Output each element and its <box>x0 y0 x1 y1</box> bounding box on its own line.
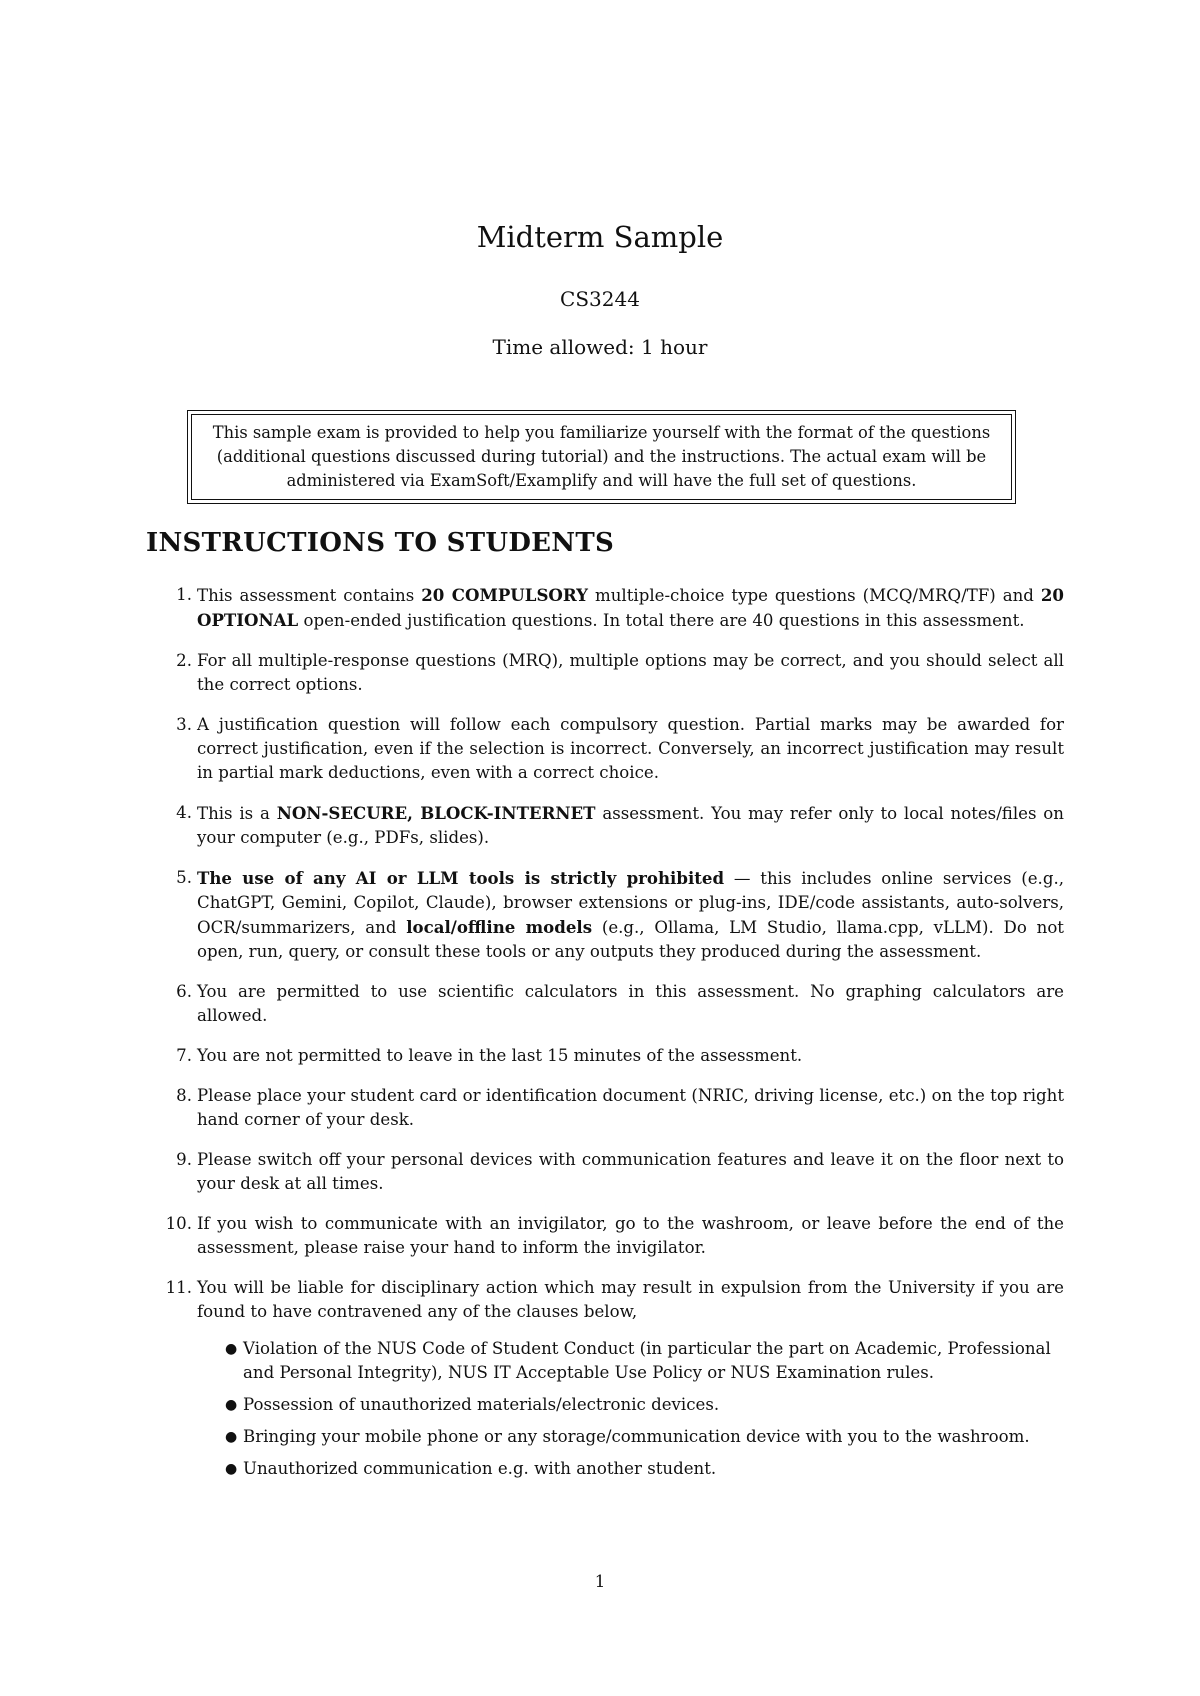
item-text: You will be liable for disciplinary action which may result in expulsion from the University if you are found to have contravened any of the clauses below, <box>197 1278 1064 1321</box>
item-text: For all multiple-response questions (MRQ), multiple options may be correct, and you should select all the correct options. <box>197 651 1064 694</box>
item-text: A justification question will follow each compulsory question. Partial marks may be awarded for correct justification, even if the selection is incorrect. Conversely, an incorrect justification may result in partial mark deductions, even with a correct choice. <box>197 715 1064 782</box>
item-number: 4. <box>176 803 192 822</box>
item-emphasis: 20 COMPULSORY <box>421 585 589 605</box>
item-emphasis: 20 OPTIONAL <box>197 585 1064 630</box>
clause-item <box>197 1425 1064 1449</box>
list-item <box>146 866 1064 964</box>
list-item <box>146 980 1064 1028</box>
item-text: — this includes online services (e.g., ChatGPT, Gemini, Copilot, Claude), browser extensions or plug-ins, IDE/code assistants, auto-solvers, OCR/summarizers, and <box>197 869 1064 937</box>
item-text: open-ended justification questions. In total there are 40 questions in this assessment. <box>298 611 1025 630</box>
page-number: 1 <box>594 1572 606 1591</box>
list-item <box>146 583 1064 633</box>
item-number: 7. <box>176 1046 192 1065</box>
list-item <box>146 1084 1064 1132</box>
bullet-icon: ● <box>225 1341 238 1357</box>
item-text: (e.g., Ollama, LM Studio, llama.cpp, vLLM). Do not open, run, query, or consult these tools or any outputs they produced during the assessment. <box>197 918 1064 961</box>
notice-box <box>187 410 1016 504</box>
clause-text: Possession of unauthorized materials/electronic devices. <box>243 1395 720 1414</box>
item-number: 2. <box>176 651 192 670</box>
item-number: 11. <box>165 1278 192 1297</box>
clause-text: Unauthorized communication e.g. with another student. <box>243 1459 717 1478</box>
item-number: 1. <box>176 585 192 604</box>
item-number: 8. <box>176 1086 192 1105</box>
list-item <box>146 801 1064 850</box>
notice-text: This sample exam is provided to help you familiarize yourself with the format of the questions (additional questions discussed during tutorial) and the instructions. The actual exam will be administered via ExamSoft/Examplify and will have the full set of questions. <box>191 414 1012 500</box>
clause-item <box>197 1457 1064 1481</box>
list-item <box>146 1148 1064 1196</box>
item-text: Please switch off your personal devices with communication features and leave it on the floor next to your desk at all times. <box>197 1150 1064 1193</box>
item-emphasis: NON-SECURE, BLOCK-INTERNET <box>276 803 596 823</box>
item-number: 9. <box>176 1150 192 1169</box>
item-text: This assessment contains <box>197 586 422 605</box>
time-allowed: Time allowed: 1 hour <box>492 335 708 359</box>
item-text: Please place your student card or identification document (NRIC, driving license, etc.) on the top right hand corner of your desk. <box>197 1086 1064 1129</box>
course-code: CS3244 <box>560 287 640 311</box>
item-text: This is a <box>197 804 277 823</box>
item-number: 5. <box>176 868 192 887</box>
item-number: 10. <box>165 1214 192 1233</box>
item-text: If you wish to communicate with an invigilator, go to the washroom, or leave before the end of the assessment, please raise your hand to inform the invigilator. <box>197 1214 1064 1257</box>
list-item <box>146 649 1064 697</box>
item-text: assessment. You may refer only to local notes/files on your computer (e.g., PDFs, slides). <box>197 804 1064 847</box>
bullet-icon: ● <box>225 1397 238 1413</box>
item-emphasis: local/offline models <box>406 917 593 937</box>
clause-item <box>197 1393 1064 1417</box>
bullet-icon: ● <box>225 1461 238 1477</box>
item-text: You are not permitted to leave in the last 15 minutes of the assessment. <box>197 1046 803 1065</box>
instructions-heading: INSTRUCTIONS TO STUDENTS <box>146 528 615 558</box>
item-number: 3. <box>176 715 192 734</box>
clause-text: Violation of the NUS Code of Student Conduct (in particular the part on Academic, Professional and Personal Integrity), NUS IT Acceptable Use Policy or NUS Examination rules. <box>243 1339 1051 1382</box>
document-title: Midterm Sample <box>476 220 724 254</box>
clause-item <box>197 1337 1064 1385</box>
bullet-icon: ● <box>225 1429 238 1445</box>
item-number: 6. <box>176 982 192 1001</box>
clause-text: Bringing your mobile phone or any storage/communication device with you to the washroom. <box>243 1427 1030 1446</box>
list-item <box>146 713 1064 785</box>
clauses-list <box>197 1337 1064 1481</box>
item-text: multiple-choice type questions (MCQ/MRQ/TF) and <box>588 586 1041 605</box>
item-emphasis: The use of any AI or LLM tools is strictly prohibited <box>197 868 725 888</box>
instructions-list <box>146 583 1064 1497</box>
item-text: You are permitted to use scientific calculators in this assessment. No graphing calculators are allowed. <box>197 982 1064 1025</box>
list-item <box>146 1276 1064 1481</box>
list-item <box>146 1044 1064 1068</box>
list-item <box>146 1212 1064 1260</box>
